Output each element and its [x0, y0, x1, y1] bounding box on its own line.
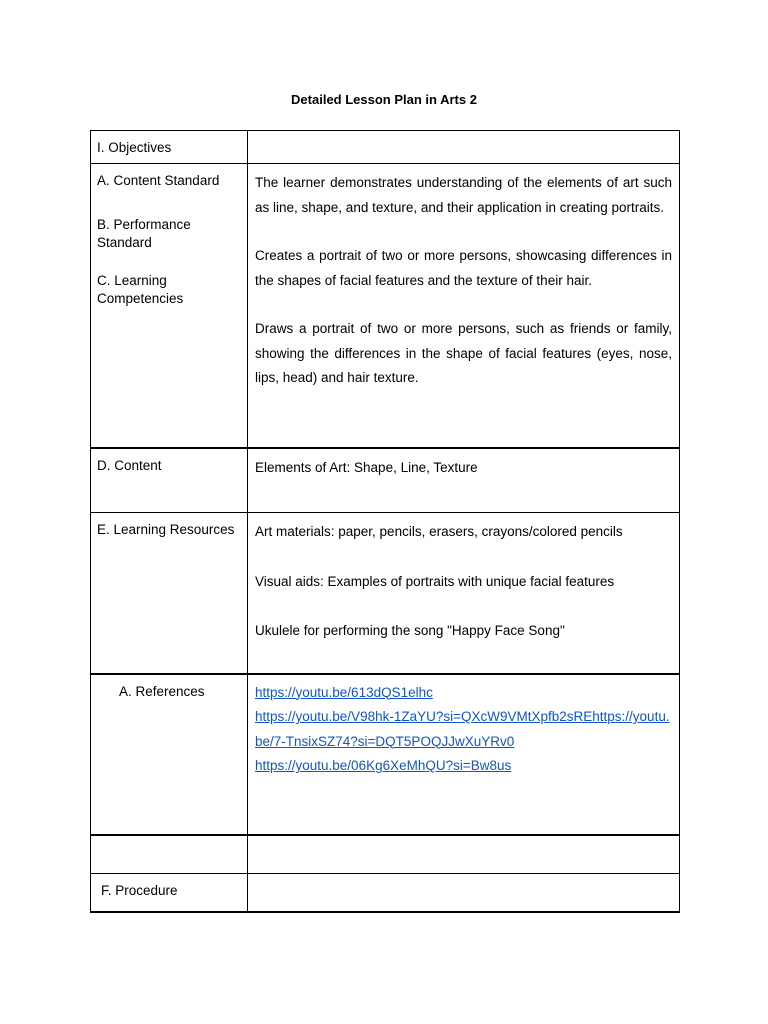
objectives-row [91, 131, 680, 164]
blank-label-cell [91, 835, 248, 874]
references-value-cell [248, 674, 680, 835]
performance-standard-label: B. Performance Standard [97, 217, 191, 250]
learning-resources-value-cell [248, 513, 680, 674]
procedure-label-cell [91, 874, 248, 912]
content-standard-text: The learner demonstrates understanding of the elements of art such as line, shape, and texture, and their application in creating portraits. [255, 175, 672, 215]
procedure-value-cell [248, 874, 680, 912]
learning-competencies-text: Draws a portrait of two or more persons, such as friends or family, showing the differences in the shape of facial features (eyes, nose, lips, head) and hair texture. [255, 321, 672, 385]
content-value-cell [248, 448, 680, 513]
procedure-value [248, 874, 679, 881]
standards-row [91, 164, 680, 448]
content-standard-label: A. Content Standard [97, 173, 220, 188]
procedure-label: F. Procedure [101, 883, 178, 898]
objectives-label: I. Objectives [97, 140, 172, 155]
lesson-plan-table [90, 130, 680, 913]
page-title: Detailed Lesson Plan in Arts 2 [291, 92, 477, 107]
learning-resources-label-cell [91, 513, 248, 674]
learning-resources-label: E. Learning Resources [97, 522, 235, 537]
content-text: Elements of Art: Shape, Line, Texture [255, 459, 478, 475]
standards-value-cell [248, 164, 680, 448]
blank-value-cell [248, 835, 680, 874]
objectives-value-cell [248, 131, 680, 164]
references-row [91, 674, 680, 835]
objectives-value [248, 131, 679, 138]
reference-link[interactable]: https://youtu.be/613dQS1elhc [255, 684, 433, 700]
learning-resources-row [91, 513, 680, 674]
standards-label-cell [91, 164, 248, 448]
content-row [91, 448, 680, 513]
resource-item: Visual aids: Examples of portraits with unique facial features [255, 573, 615, 589]
reference-link[interactable]: https://youtu.be/06Kg6XeMhQU?si=Bw8us [255, 758, 512, 773]
content-label: D. Content [97, 457, 162, 473]
resource-item: Ukulele for performing the song "Happy Face Song" [255, 623, 565, 638]
reference-link[interactable]: https://youtu.be/V98hk-1ZaYU?si=QXcW9VMtXpfb2sREhttps://youtu.be/7-TnsixSZ74?si=DQT5POQJJwXuYRv0 [255, 709, 670, 749]
content-label-cell [91, 448, 248, 513]
objectives-label-cell [91, 131, 248, 164]
blank-row [91, 835, 680, 874]
references-label: A. References [119, 683, 205, 699]
references-label-cell [91, 674, 248, 835]
procedure-row [91, 874, 680, 912]
resource-item: Art materials: paper, pencils, erasers, crayons/colored pencils [255, 524, 623, 539]
performance-standard-text: Creates a portrait of two or more persons, showcasing differences in the shapes of facial features and the texture of their hair. [255, 248, 672, 288]
learning-competencies-label: C. Learning Competencies [97, 273, 184, 306]
